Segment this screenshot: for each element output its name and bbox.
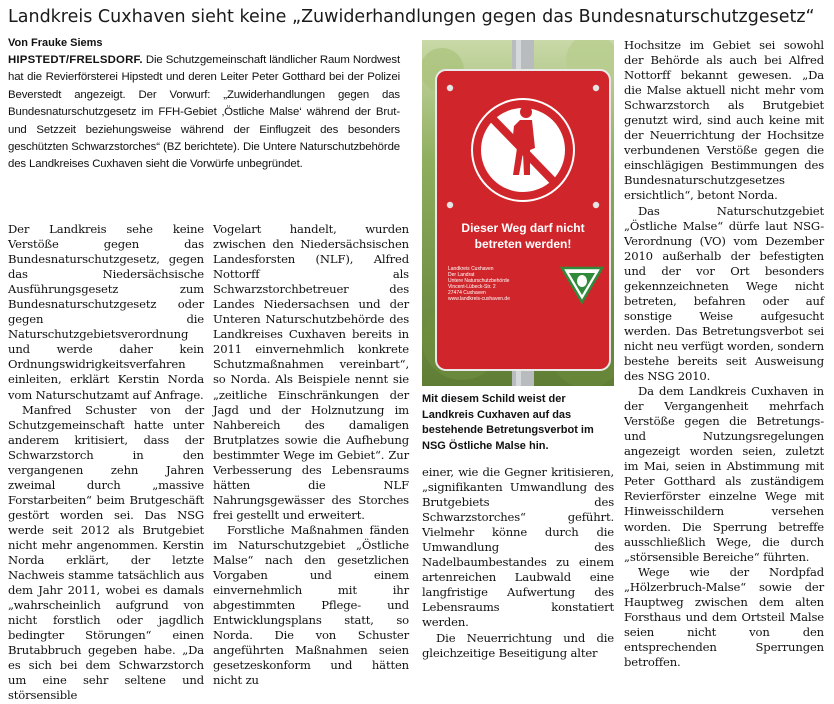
sign-address-line: Untere Naturschutzbehörde (448, 278, 510, 284)
paragraph: einer, wie die Gegner kritisieren, „signifikanten Umwandlung des Brutgebiets des Schwarzstorches“ geführt. Vielmehr könne durch die Umwandlung des Nadelbaumbestandes zu einem artenreichen Laubwald eine langfristige Aufwertung des Lebensraums konstatiert werden. (422, 465, 614, 630)
no-pedestrians-icon (471, 98, 575, 202)
article-column-3 (422, 465, 614, 661)
paragraph: Das Naturschutzgebiet „Östliche Malse“ dürfe laut NSG-Verordnung (VO) vom Dezember 2010 außerhalb der befestigten und der vor Ort besonders gekennzeichneten Wege nicht betreten, befahren oder auf sonstige Weise aufgesucht werden. Das Betretungsverbot sei nicht neu verfügt worden, sondern bestehe bereits seit Ausweisung des NSG 2010. (624, 203, 824, 384)
sign-address-line: Vincent-Lübeck-Str. 2 (448, 284, 496, 290)
paragraph: Wege wie der Nordpfad „Hölzerbruch-Malse“ sowie der Hauptweg zwischen dem alten Forsthaus und dem Ortsteil Malse seien nicht von den entsprechenden Sperrungen betroffen. (624, 564, 824, 669)
dateline: HIPSTEDT/FRELSDORF. (8, 54, 143, 66)
paragraph: Forstliche Maßnahmen fänden im Naturschutzgebiet „Östliche Malse“ nach den gesetzlichen Vorgaben und einem einvernehmlich mit ihr abgestimmten Pflege- und Entwicklungsplans statt, so Norda. Die von Schuster angeführten Maßnahmen seien gesetzeskonform und hätten nicht zu (213, 522, 409, 688)
paragraph: Die Neuerrichtung und die gleichzeitige Beseitigung alter (422, 630, 614, 660)
sign-address-line: www.landkreis-cuxhaven.de (448, 296, 510, 302)
article-column-4 (624, 38, 824, 670)
article-column-1 (8, 222, 204, 704)
paragraph: Vogelart handelt, wurden zwischen den Niedersächsischen Landesforsten (NLF), Alfred Nottorff als Schwarzstorchbetreuer des Landes Niedersachsen und der Unteren Naturschutzbehörde des Landkreises Cuxhaven bereits in 2011 einvernehmlich konkrete Schutzmaßnahmen vereinbart“, so Norda. Als Beispiele nennt sie „zeitliche Einschränkungen der Jagd und der Holznutzung im Nahbereich des damaligen Brutplatzes sowie die Aufhebung bestimmter Wege im Gebiet“. Zur Verbesserung des Lebensraums hätten die NLF Nahrungsgewässer des Storches frei gestellt und erweitert. (213, 222, 409, 522)
sign-address-line: Landkreis Cuxhaven (448, 266, 494, 272)
lead-text: Die Schutzgemeinschaft ländlicher Raum Nordwest hat die Revierförsterei Hipstedt und deren Leiter Peter Gotthard bei der Polizei Beverstedt angezeigt. Der Vorwurf: „Zuwiderhandlungen gegen das Bundesnaturschutzgesetz im FFH-Gebiet ‚Östliche Malse‘ während der Brut- und Setzzeit beziehungsweise während der Einflugzeit des besonders geschützten Schwarzstorches“ (BZ berichtete). Die Untere Naturschutzbehörde des Landkreises Cuxhaven sieht die Vorwürfe unbegründet. (8, 54, 400, 171)
sign-warning-line-1: Dieser Weg darf nicht (461, 221, 585, 235)
photo-caption: Mit diesem Schild weist der Landkreis Cuxhaven auf das bestehende Betretungsverbot im NSG Östliche Malse hin. (422, 393, 594, 452)
sign-photo (422, 40, 614, 386)
sign-address-line: Der Landrat (448, 272, 475, 278)
author-byline: Von Frauke Siems (8, 37, 103, 49)
lead-paragraph (8, 52, 400, 174)
paragraph: Da dem Landkreis Cuxhaven in der Vergangenheit mehrfach Verstöße gegen die Betretungs- und Nutzungsregelungen angezeigt worden seien, zuletzt im Mai, seien in Abstimmung mit Peter Gotthard als zuständigem Revierförster einzelne Wege mit Hinweisschildern versehen worden. Die Sperrung betreffe ausschließlich Wege, die durch „störsensible Bereiche“ führten. (624, 384, 824, 564)
paragraph: Hochsitze im Gebiet sei sowohl der Behörde als auch bei Alfred Nottorff bekannt gewesen. „Da die Malse aktuell nicht mehr vom Schwarzstorch als Brutgebiet genutzt wird, sind auch keine mit der Neuerrichtung der Hochsitze verbundenen Verstöße gegen die einschlägigen Bestimmungen des Bundesnaturschutzgesetzes ersichtlich“, betont Norda. (624, 38, 824, 203)
article-column-2 (213, 222, 409, 688)
sign-address-line: 27474 Cuxhaven (448, 290, 486, 296)
headline: Landkreis Cuxhaven sieht keine „Zuwiderhandlungen gegen das Bundesnaturschutzgesetz“ (8, 7, 815, 27)
paragraph: Manfred Schuster von der Schutzgemeinschaft hatte unter anderem kritisiert, dass der Schwarzstorch in den vergangenen zehn Jahren zweimal durch „massive Forstarbeiten“ beim Brutgeschäft gestört worden sei. Das NSG werde seit 2012 als Brutgebiet nicht mehr angenommen. Kerstin Norda erklärt, der letzte Nachweis stamme tatsächlich aus dem Jahr 2011, wobei es damals „wahrscheinlich aufgrund von nicht forstlich oder jagdlich bedingter Störungen“ einen Brutabbruch gegeben habe. „Da es sich bei dem Schwarzstorch um eine sehr seltene und störsensible (8, 402, 204, 703)
sign-warning-line-2: betreten werden! (474, 237, 572, 251)
paragraph: Der Landkreis sehe keine Verstöße gegen das Bundesnaturschutzgesetz, gegen das Niedersächsische Ausführungsgesetz zum Bundesnaturschutzgesetz oder gegen die Naturschutzgebietsverordnung und werde daher kein Ordnungswidrigkeitsverfahren einleiten, erklärt Kerstin Norda vom Naturschutzamt auf Anfrage. (8, 222, 204, 402)
